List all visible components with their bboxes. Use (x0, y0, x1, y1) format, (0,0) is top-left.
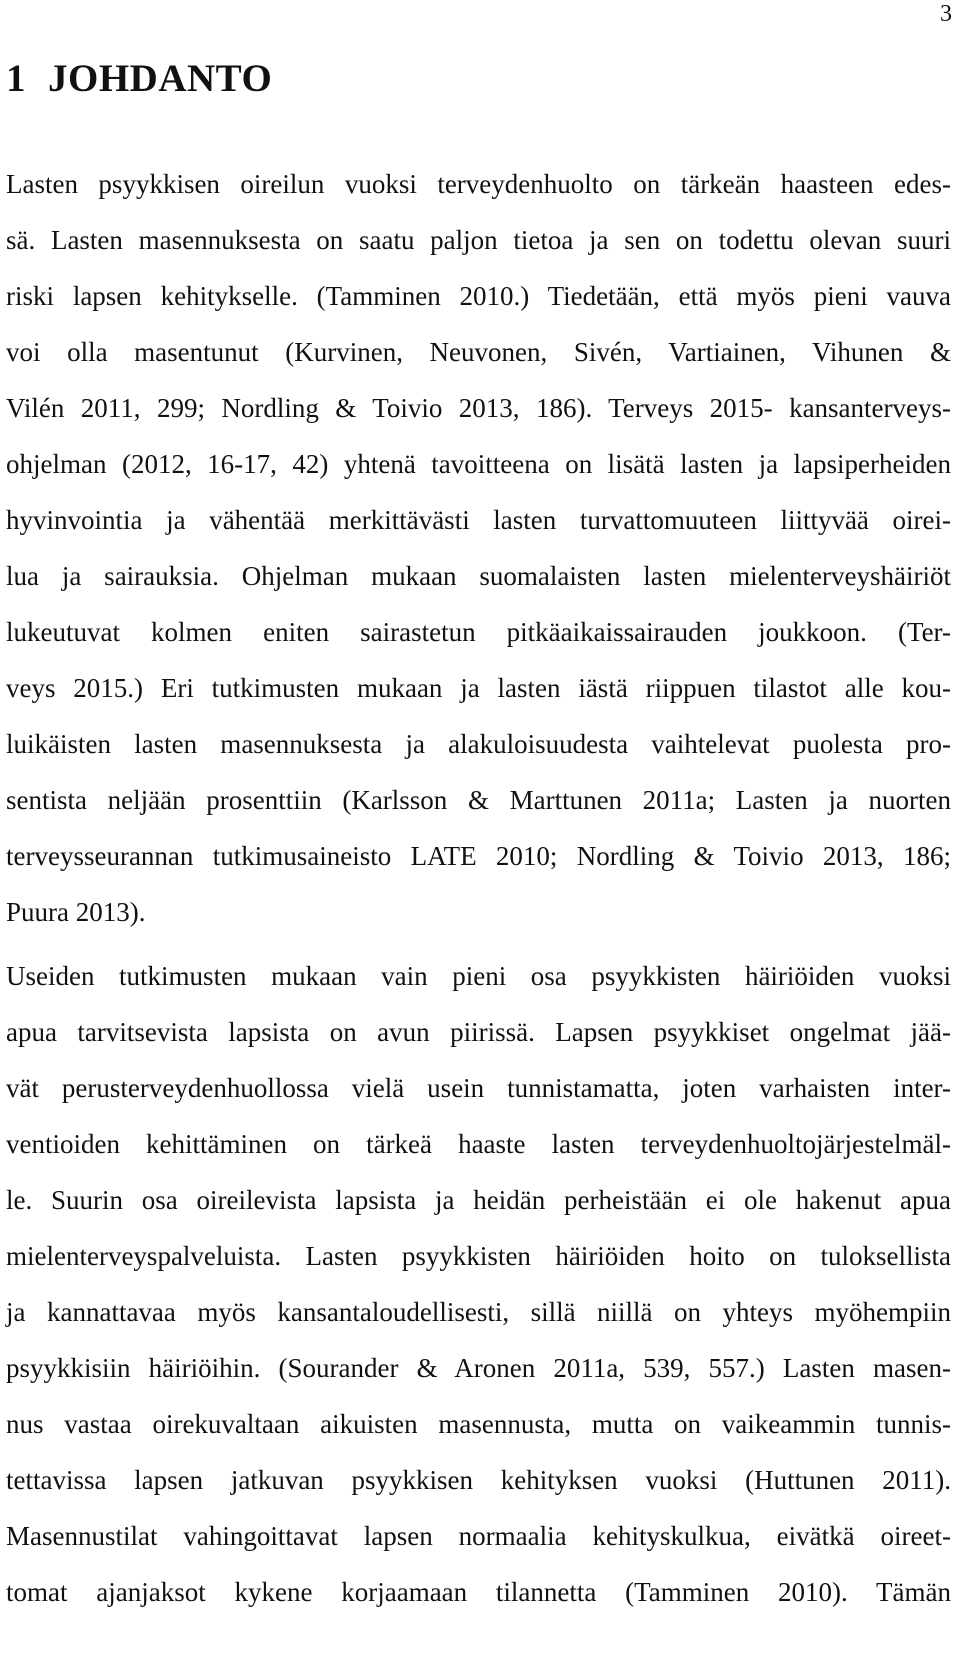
text-line: lukeutuvat kolmen eniten sairastetun pitkäaikaissairauden joukkoon. (Ter- (6, 617, 951, 647)
text-line: Lasten psyykkisen oireilun vuoksi terveydenhuolto on tärkeän haasteen edes- (6, 169, 951, 199)
text-line: tettavissa lapsen jatkuvan psyykkisen kehityksen vuoksi (Huttunen 2011). (6, 1465, 951, 1495)
text-line: tomat ajanjaksot kykene korjaamaan tilannetta (Tamminen 2010). Tämän (6, 1577, 951, 1607)
text-line: mielenterveyspalveluista. Lasten psyykkisten häiriöiden hoito on tuloksellista (6, 1241, 951, 1271)
text-line: ja kannattavaa myös kansantaloudellisesti, sillä niillä on yhteys myöhempiin (6, 1297, 951, 1327)
text-line: veys 2015.) Eri tutkimusten mukaan ja lasten iästä riippuen tilastot alle kou- (6, 673, 951, 703)
chapter-heading (6, 56, 272, 103)
chapter-title: JOHDANTO (48, 57, 273, 100)
text-line: riski lapsen kehitykselle. (Tamminen 2010.) Tiedetään, että myös pieni vauva (6, 281, 951, 311)
text-line: Puura 2013). (6, 897, 146, 927)
text-line: ohjelman (2012, 16-17, 42) yhtenä tavoitteena on lisätä lasten ja lapsiperheiden (6, 449, 951, 479)
paragraph-2 (6, 948, 951, 1620)
paragraph-1 (6, 156, 951, 940)
text-line: apua tarvitsevista lapsista on avun piirissä. Lapsen psyykkiset ongelmat jää- (6, 1017, 951, 1047)
text-line: Useiden tutkimusten mukaan vain pieni osa psyykkisten häiriöiden vuoksi (6, 961, 951, 991)
text-line: nus vastaa oirekuvaltaan aikuisten masennusta, mutta on vaikeammin tunnis- (6, 1409, 951, 1439)
text-line: luikäisten lasten masennuksesta ja alakuloisuudesta vaihtelevat puolesta pro- (6, 729, 951, 759)
text-line: ventioiden kehittäminen on tärkeä haaste lasten terveydenhuoltojärjestelmäl- (6, 1129, 951, 1159)
text-line: voi olla masentunut (Kurvinen, Neuvonen, Sivén, Vartiainen, Vihunen & (6, 337, 951, 367)
page-number: 3 (940, 1, 952, 27)
text-line: psyykkisiin häiriöihin. (Sourander & Aronen 2011a, 539, 557.) Lasten masen- (6, 1353, 951, 1383)
text-line: sä. Lasten masennuksesta on saatu paljon tietoa ja sen on todettu olevan suuri (6, 225, 951, 255)
text-line: vät perusterveydenhuollossa vielä usein tunnistamatta, joten varhaisten inter- (6, 1073, 951, 1103)
text-line: sentista neljään prosenttiin (Karlsson & Marttunen 2011a; Lasten ja nuorten (6, 785, 951, 815)
text-line: Vilén 2011, 299; Nordling & Toivio 2013, 186). Terveys 2015- kansanterveys- (6, 393, 951, 423)
text-line: Masennustilat vahingoittavat lapsen normaalia kehityskulkua, eivätkä oireet- (6, 1521, 951, 1551)
text-line: le. Suurin osa oireilevista lapsista ja heidän perheistään ei ole hakenut apua (6, 1185, 951, 1215)
text-line: terveysseurannan tutkimusaineisto LATE 2010; Nordling & Toivio 2013, 186; (6, 841, 951, 871)
text-line: lua ja sairauksia. Ohjelman mukaan suomalaisten lasten mielenterveyshäiriöt (6, 561, 951, 591)
text-line: hyvinvointia ja vähentää merkittävästi lasten turvattomuuteen liittyvää oirei- (6, 505, 951, 535)
chapter-number: 1 (6, 57, 26, 100)
